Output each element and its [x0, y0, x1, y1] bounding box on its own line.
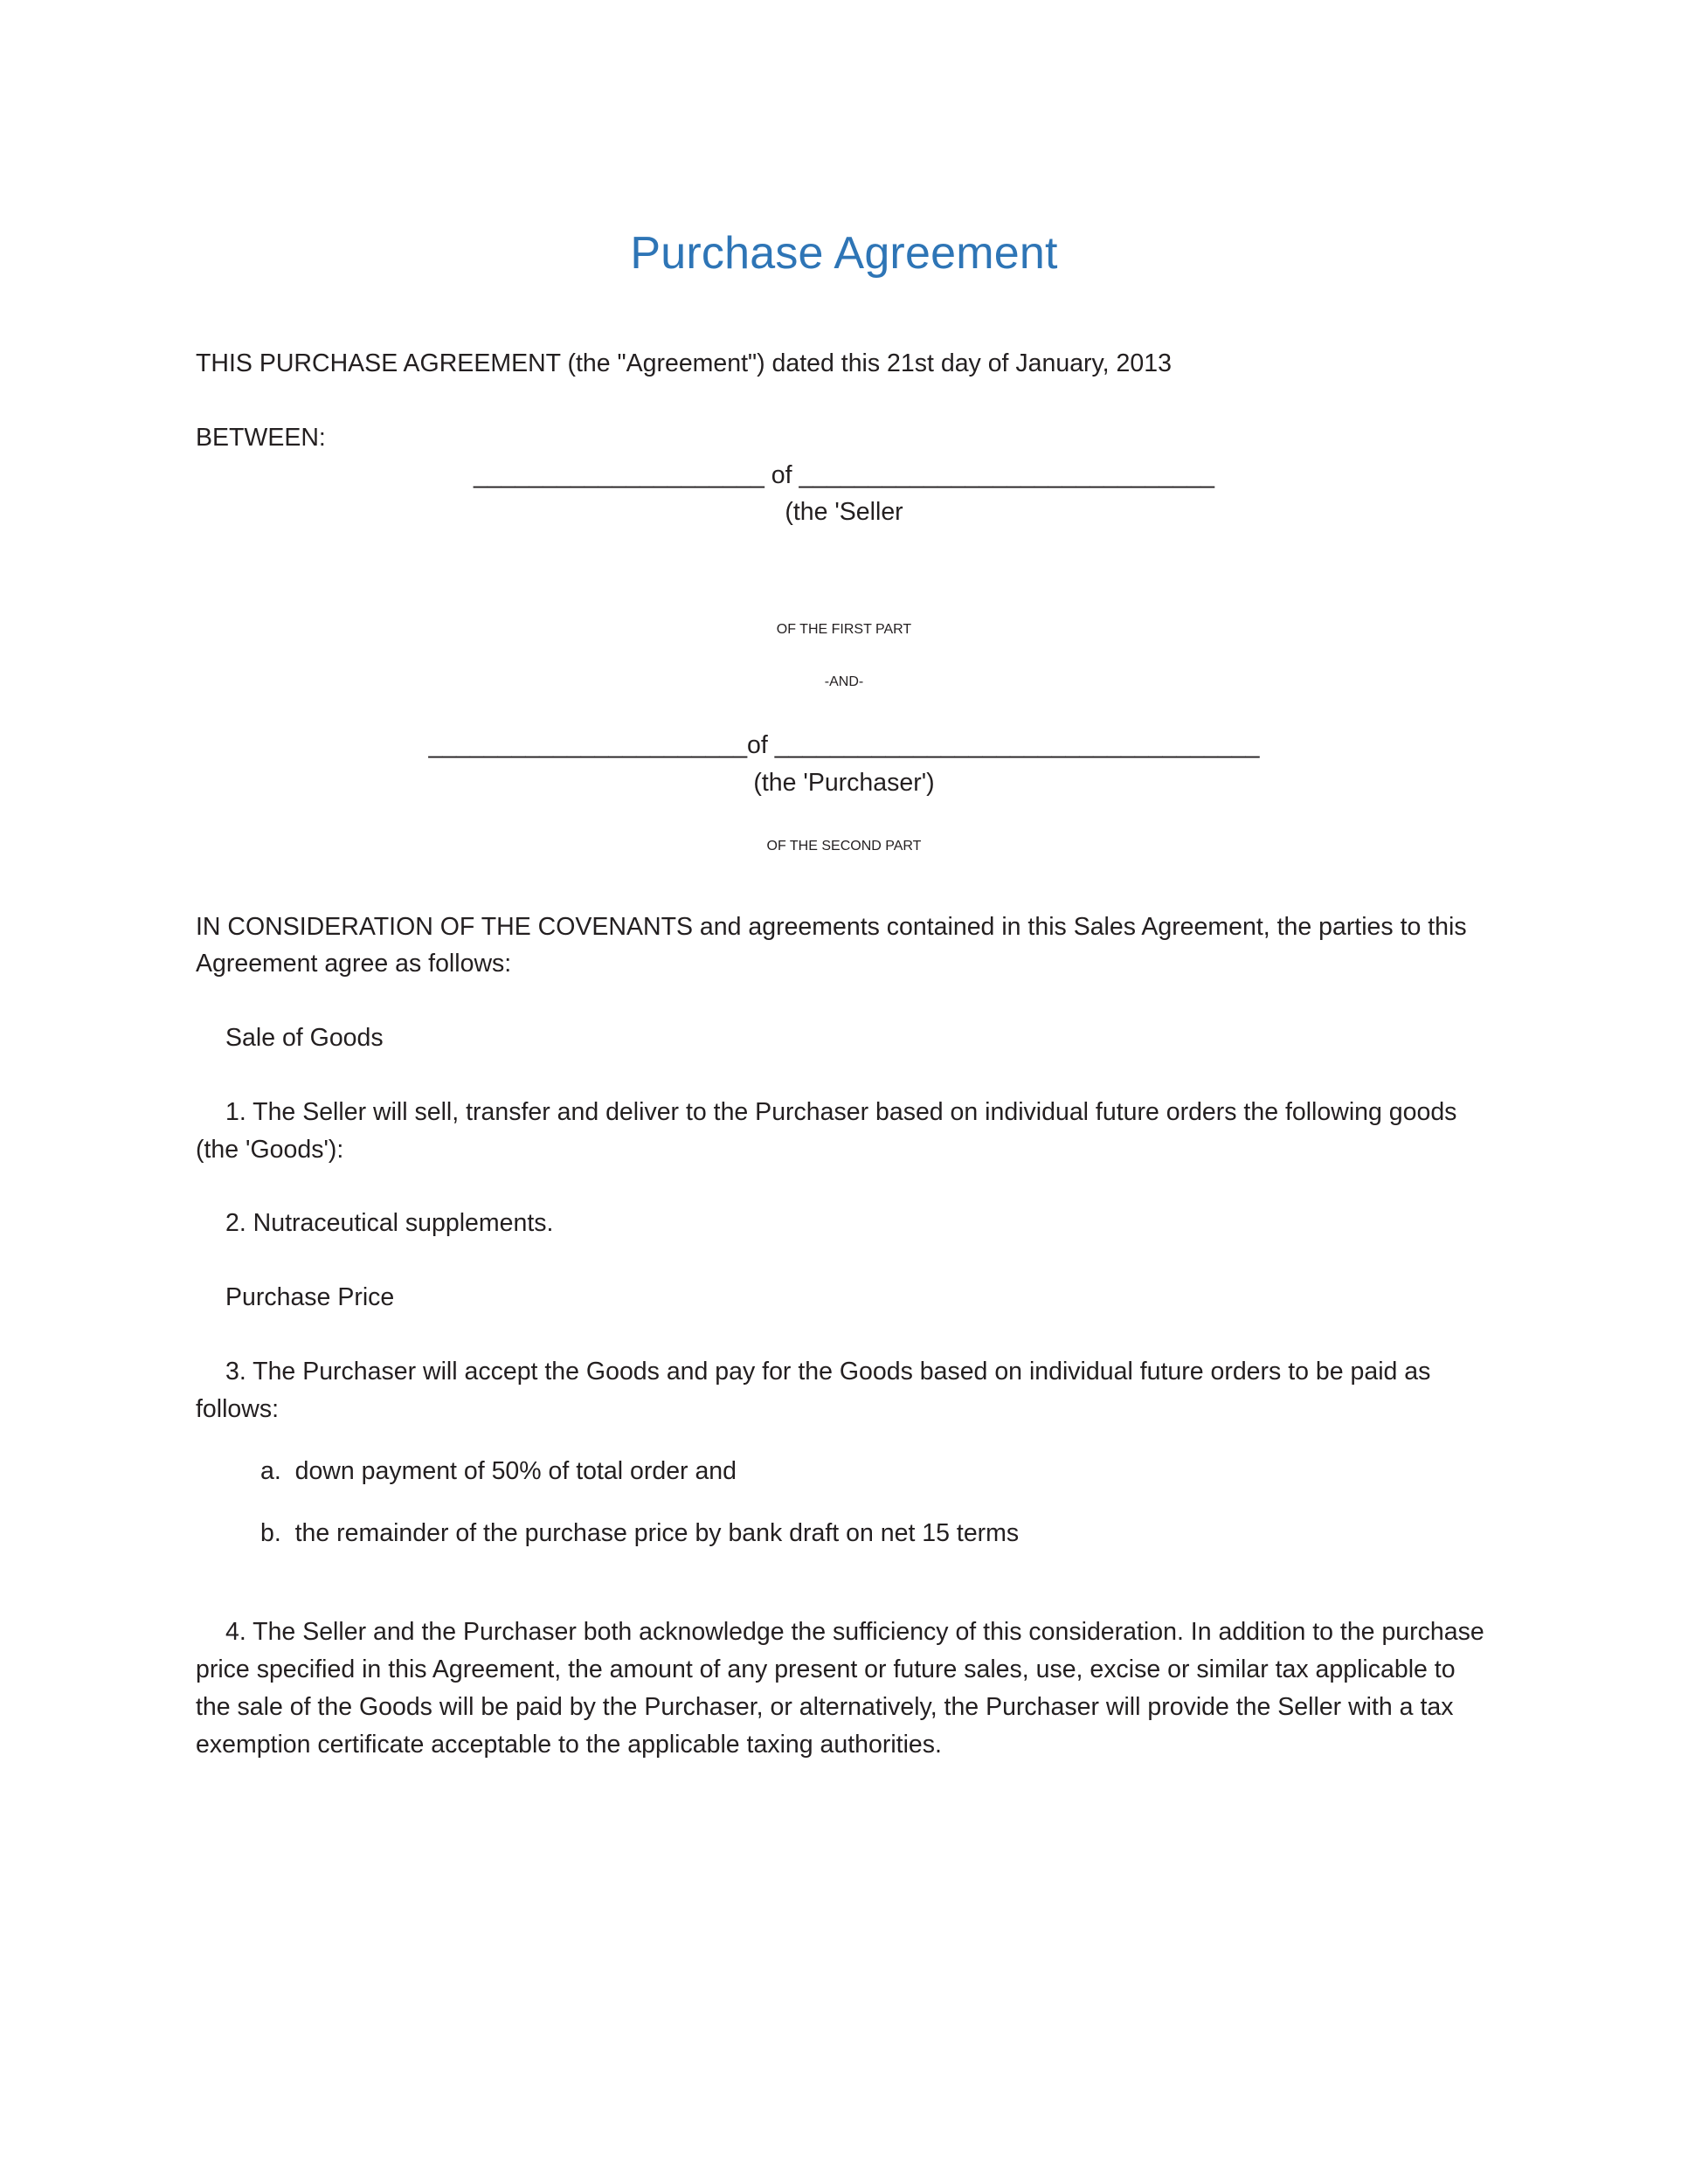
- spacer: [196, 802, 1492, 839]
- spacer: [196, 690, 1492, 727]
- document-body: [196, 345, 1492, 1763]
- clause-1: 1. The Seller will sell, transfer and deliver to the Purchaser based on individual future orders the following goods (the 'Goods'):: [196, 1097, 1457, 1164]
- between-label: BETWEEN:: [196, 423, 326, 452]
- spacer: [196, 854, 1492, 909]
- page-title: Purchase Agreement: [630, 228, 1058, 279]
- second-part-label: OF THE SECOND PART: [766, 838, 922, 854]
- clause-4: 4. The Seller and the Purchaser both acknowledge the sufficiency of this consideration. In addition to the purchase price specified in this Agreement, the amount of any present or future sales, use, excise or similar tax applicable to the sale of the Goods will be paid by the Purchaser, or alternatively, the Purchaser will provide the Seller with a tax exemption certificate acceptable to the applicable taxing authorities.: [196, 1618, 1484, 1759]
- seller-caption: (the 'Seller: [785, 498, 903, 527]
- intro-paragraph: THIS PURCHASE AGREEMENT (the "Agreement") dated this 21st day of January, 2013: [196, 349, 1172, 378]
- section-heading-sale-of-goods: Sale of Goods: [225, 1024, 384, 1053]
- spacer: [196, 983, 1492, 1019]
- clause-3b: b. the remainder of the purchase price by bank draft on net 15 terms: [260, 1519, 1020, 1548]
- spacer: [196, 638, 1492, 674]
- consideration-paragraph: IN CONSIDERATION OF THE COVENANTS and agreements contained in this Sales Agreement, the parties to this Agreement agree as follows:: [196, 912, 1467, 978]
- clause-3: 3. The Purchaser will accept the Goods and pay for the Goods based on individual future orders to be paid as follows:: [196, 1357, 1431, 1423]
- and-divider: -AND-: [824, 674, 864, 690]
- spacer: [196, 1577, 1492, 1614]
- purchaser-caption: (the 'Purchaser'): [753, 768, 935, 797]
- section-heading-purchase-price: Purchase Price: [225, 1283, 395, 1312]
- clause-3a: a. down payment of 50% of total order and: [260, 1456, 737, 1485]
- spacer: [196, 1242, 1492, 1279]
- first-part-label: OF THE FIRST PART: [776, 622, 912, 638]
- clause-2: 2. Nutraceutical supplements.: [225, 1209, 554, 1238]
- spacer: [196, 1168, 1492, 1205]
- purchaser-blank-line: _______________________of ___________________________________: [428, 731, 1260, 760]
- seller-blank-line: _____________________ of ______________________________: [474, 460, 1214, 489]
- spacer: [196, 383, 1492, 419]
- spacer: [196, 531, 1492, 622]
- spacer: [196, 1317, 1492, 1353]
- spacer: [196, 1057, 1492, 1094]
